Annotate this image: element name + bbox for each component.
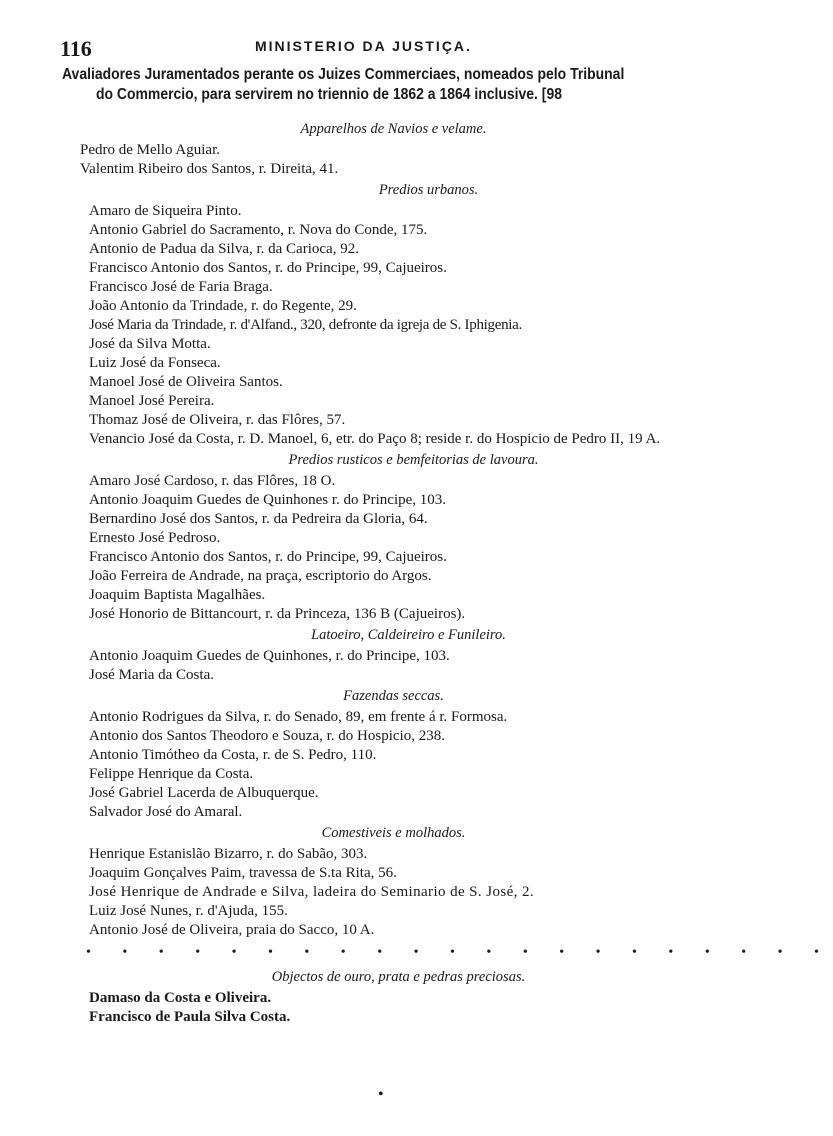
section-heading: Predios rusticos e bemfeitorias de lavoura. xyxy=(288,452,539,468)
list-entry: Amaro de Siqueira Pinto. xyxy=(89,203,242,219)
list-entry: José Honorio de Bittancourt, r. da Princeza, 136 B (Cajueiros). xyxy=(89,606,466,622)
list-entry: Felippe Henrique da Costa. xyxy=(89,766,254,782)
list-entry: Luiz José Nunes, r. d'Ajuda, 155. xyxy=(89,903,288,919)
list-entry: Antonio dos Santos Theodoro e Souza, r. do Hospicio, 238. xyxy=(89,728,445,744)
list-entry: Luiz José da Fonseca. xyxy=(89,355,221,371)
list-entry: Antonio de Padua da Silva, r. da Carioca, 92. xyxy=(89,241,359,257)
list-entry: Francisco Antonio dos Santos, r. do Principe, 99, Cajueiros. xyxy=(89,260,447,276)
dotted-separator: • • • • • • • • • • • • • • • • • • • • • xyxy=(86,945,833,960)
title-line-1: Avaliadores Juramentados perante os Juizes Commerciaes, nomeados pelo Tribunal xyxy=(62,66,625,83)
list-entry: Valentim Ribeiro dos Santos, r. Direita, 41. xyxy=(80,161,339,177)
list-entry: José Gabriel Lacerda de Albuquerque. xyxy=(89,785,319,801)
list-entry: Manoel José de Oliveira Santos. xyxy=(89,374,283,390)
list-entry: Manoel José Pereira. xyxy=(89,393,215,409)
list-entry: João Antonio da Trindade, r. do Regente, 29. xyxy=(89,298,357,314)
list-entry: Antonio Rodrigues da Silva, r. do Senado, 89, em frente á r. Formosa. xyxy=(89,709,508,725)
list-entry: Amaro José Cardoso, r. das Flôres, 18 O. xyxy=(89,473,336,489)
list-entry: Francisco José de Faria Braga. xyxy=(89,279,273,295)
list-entry: Antonio Joaquim Guedes de Quinhones, r. do Principe, 103. xyxy=(89,648,450,664)
list-entry: Henrique Estanislão Bizarro, r. do Sabão, 303. xyxy=(89,846,368,862)
document-body xyxy=(0,118,833,1027)
list-entry: José Henrique de Andrade e Silva, ladeira do Seminario de S. José, 2. xyxy=(89,884,534,900)
footer-bullet: • xyxy=(378,1086,384,1103)
list-entry: Salvador José do Amaral. xyxy=(89,804,243,820)
list-entry: Thomaz José de Oliveira, r. das Flôres, 57. xyxy=(89,412,346,428)
list-entry: José Maria da Trindade, r. d'Alfand., 320, defronte da igreja de S. Iphigenia. xyxy=(89,317,522,333)
list-entry: Antonio Gabriel do Sacramento, r. Nova do Conde, 175. xyxy=(89,222,428,238)
list-entry: Joaquim Baptista Magalhães. xyxy=(89,587,266,603)
list-entry: Ernesto José Pedroso. xyxy=(89,530,221,546)
list-entry: Joaquim Gonçalves Paim, travessa de S.ta Rita, 56. xyxy=(89,865,397,881)
section-heading: Comestiveis e molhados. xyxy=(321,825,466,841)
list-entry: José da Silva Motta. xyxy=(89,336,211,352)
list-entry: José Maria da Costa. xyxy=(89,667,214,683)
list-entry: Bernardino José dos Santos, r. da Pedreira da Gloria, 64. xyxy=(89,511,428,527)
section-heading: Apparelhos de Navios e velame. xyxy=(300,121,487,137)
section-heading: Predios urbanos. xyxy=(378,182,479,198)
list-entry: Francisco Antonio dos Santos, r. do Principe, 99, Cajueiros. xyxy=(89,549,447,565)
list-entry: Damaso da Costa e Oliveira. xyxy=(89,990,272,1006)
list-entry: Francisco de Paula Silva Costa. xyxy=(89,1009,291,1025)
list-entry: Antonio Timótheo da Costa, r. de S. Pedro, 110. xyxy=(89,747,377,763)
section-heading: Objectos de ouro, prata e pedras preciosas. xyxy=(271,969,526,985)
list-entry: Pedro de Mello Aguiar. xyxy=(80,142,220,158)
section-heading: Latoeiro, Caldeireiro e Funileiro. xyxy=(311,627,506,643)
list-entry: Antonio Joaquim Guedes de Quinhones r. do Principe, 103. xyxy=(89,492,447,508)
list-entry: Venancio José da Costa, r. D. Manoel, 6, etr. do Paço 8; reside r. do Hospicio de Pedro II, 19 A. xyxy=(89,431,661,447)
section-heading: Fazendas seccas. xyxy=(343,688,444,704)
list-entry: João Ferreira de Andrade, na praça, escriptorio do Argos. xyxy=(89,568,432,584)
running-head: MINISTERIO DA JUSTIÇA. xyxy=(255,38,472,54)
list-entry: Antonio José de Oliveira, praia do Sacco, 10 A. xyxy=(89,922,375,938)
title-line-2: do Commercio, para servirem no triennio de 1862 a 1864 inclusive. [98 xyxy=(96,86,562,103)
page-number: 116 xyxy=(60,36,92,61)
